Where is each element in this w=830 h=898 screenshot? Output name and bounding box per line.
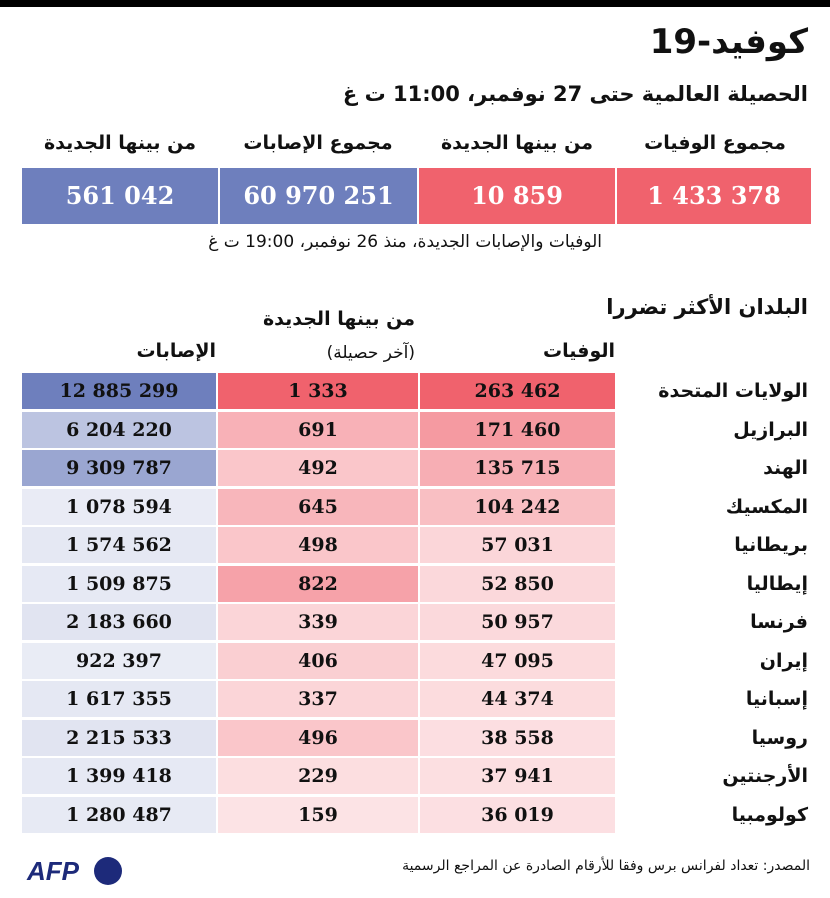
cell-deaths: 44 374 — [420, 681, 615, 717]
cell-deaths: 50 957 — [420, 604, 615, 640]
cell-deaths: 263 462 — [420, 373, 615, 409]
row-country-label: بريطانيا — [734, 534, 808, 556]
afp-logo-circle-icon — [94, 857, 122, 885]
cell-new-deaths: 822 — [218, 566, 418, 602]
row-country-label: كولومبيا — [731, 803, 808, 826]
cell-new-deaths: 691 — [218, 412, 418, 448]
row-country-label: الأرجنتين — [722, 765, 808, 787]
cell-new-deaths: 498 — [218, 527, 418, 563]
cell-cases: 2 183 660 — [22, 604, 216, 640]
cell-cases: 1 399 418 — [22, 758, 216, 794]
cell-deaths: 47 095 — [420, 643, 615, 679]
row-country-label: إيطاليا — [746, 572, 808, 595]
source-note: المصدر: تعداد لفرانس برس وفقا للأرقام الصادرة عن المراجع الرسمية — [402, 858, 810, 874]
column-header-new-sub: (آخر حصيلة) — [326, 343, 415, 363]
summary-new-deaths: 10 859 — [419, 168, 615, 224]
summary-new-cases: 561 042 — [22, 168, 218, 224]
cell-cases: 1 509 875 — [22, 566, 216, 602]
column-header-deaths: الوفيات — [543, 340, 615, 362]
row-country-label: البرازيل — [733, 418, 808, 441]
cell-deaths: 38 558 — [420, 720, 615, 756]
column-header-new: من بينها الجديدة — [262, 308, 415, 330]
summary-total-cases: 60 970 251 — [220, 168, 417, 224]
section-title: البلدان الأكثر تضررا — [606, 295, 808, 319]
cell-cases: 2 215 533 — [22, 720, 216, 756]
row-country-label: فرنسا — [750, 611, 808, 633]
cell-new-deaths: 645 — [218, 489, 418, 525]
row-country-label: الهند — [763, 457, 808, 479]
cell-new-deaths: 159 — [218, 797, 418, 833]
cell-deaths: 36 019 — [420, 797, 615, 833]
cell-cases: 12 885 299 — [22, 373, 216, 409]
column-header-cases: الإصابات — [136, 340, 216, 362]
cell-new-deaths: 339 — [218, 604, 418, 640]
top-bar — [0, 0, 830, 7]
cell-deaths: 57 031 — [420, 527, 615, 563]
cell-new-deaths: 1 333 — [218, 373, 418, 409]
summary-header-total-deaths: مجموع الوفيات — [644, 132, 786, 154]
cell-deaths: 171 460 — [420, 412, 615, 448]
cell-cases: 1 617 355 — [22, 681, 216, 717]
cell-new-deaths: 496 — [218, 720, 418, 756]
row-country-label: إسبانيا — [745, 688, 808, 710]
cell-new-deaths: 492 — [218, 450, 418, 486]
row-country-label: روسيا — [751, 726, 808, 749]
cell-new-deaths: 229 — [218, 758, 418, 794]
cell-cases: 9 309 787 — [22, 450, 216, 486]
afp-logo-text: AFP — [27, 856, 79, 886]
cell-cases: 922 397 — [22, 643, 216, 679]
cell-deaths: 37 941 — [420, 758, 615, 794]
cell-deaths: 52 850 — [420, 566, 615, 602]
page-title: كوفيد-19 — [649, 22, 808, 62]
cell-cases: 6 204 220 — [22, 412, 216, 448]
row-country-label: الولايات المتحدة — [658, 380, 808, 402]
cell-cases: 1 574 562 — [22, 527, 216, 563]
summary-header-total-cases: مجموع الإصابات — [243, 132, 393, 154]
summary-header-new-deaths: من بينها الجديدة — [440, 132, 594, 154]
afp-logo — [25, 855, 125, 887]
new-figures-note: الوفيات والإصابات الجديدة، منذ 26 نوفمبر، 19:00 ت غ — [208, 232, 602, 252]
summary-total-deaths: 1 433 378 — [617, 168, 811, 224]
cell-deaths: 104 242 — [420, 489, 615, 525]
cell-deaths: 135 715 — [420, 450, 615, 486]
row-country-label: إيران — [759, 649, 808, 672]
cell-new-deaths: 406 — [218, 643, 418, 679]
cell-cases: 1 280 487 — [22, 797, 216, 833]
cell-new-deaths: 337 — [218, 681, 418, 717]
summary-header-new-cases: من بينها الجديدة — [43, 132, 197, 154]
page-subtitle: الحصيلة العالمية حتى 27 نوفمبر، 11:00 ت غ — [342, 82, 808, 106]
cell-cases: 1 078 594 — [22, 489, 216, 525]
row-country-label: المكسيك — [725, 495, 808, 518]
